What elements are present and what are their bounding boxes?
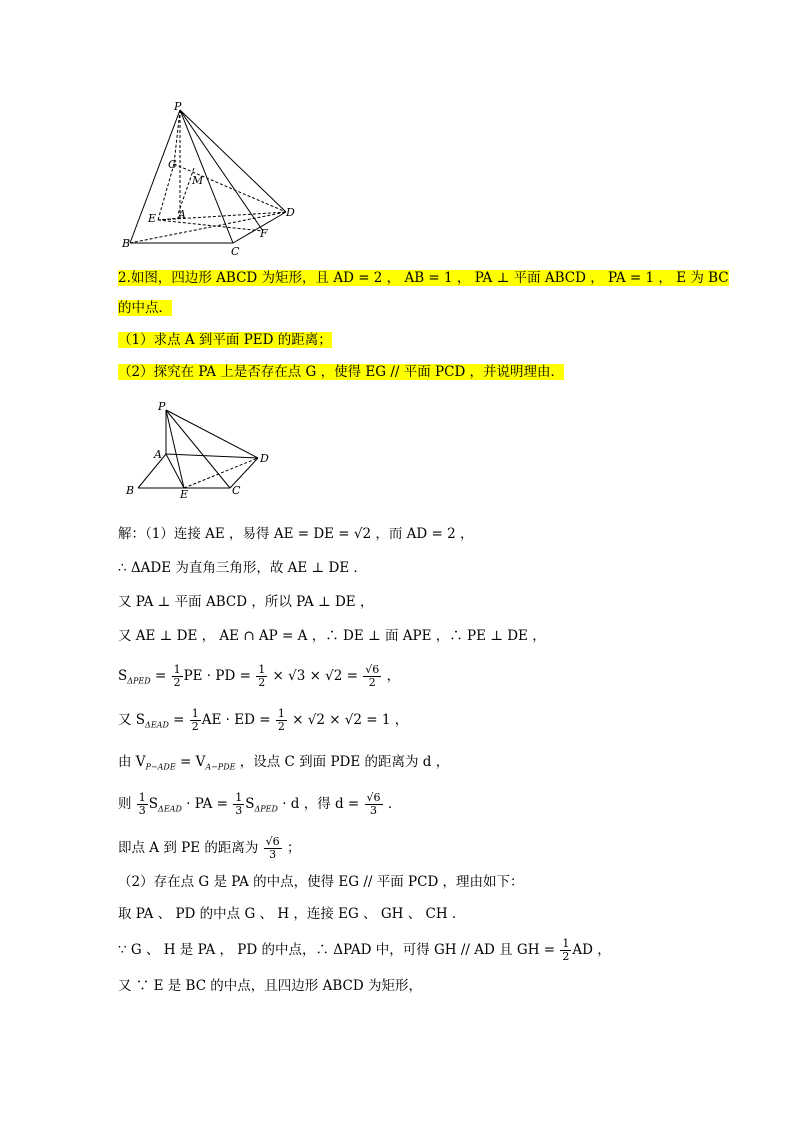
label-F: F bbox=[260, 227, 268, 240]
pyramid-figure-1 bbox=[118, 98, 308, 258]
solution-line12: ∵ G 、 H 是 PA ， PD 的中点，∴ ΔPAD 中，可得 GH // AD 且 GH = $\frac{1}{2}$ AD ， bbox=[118, 937, 611, 963]
label-M: M bbox=[192, 174, 204, 187]
label-P: P bbox=[174, 100, 182, 113]
solution-line4: 又 AE ⊥ DE ， AE ∩ AP = A ，∴ DE ⊥ 面 APE ，∴ PE ⊥ DE ， bbox=[118, 628, 546, 644]
solution-line1: 解：（1）连接 AE ，易得 AE = DE = √2 ，而 AD = 2 ， bbox=[118, 526, 474, 542]
solution-line7: 由 $V_{P-ADE} = V_{A-PDE}$ ，设点 C 到面 PDE 的距离为 d ， bbox=[118, 754, 450, 772]
solution-line11: 取 PA 、 PD 的中点 G 、 H ，连接 EG 、 GH 、 CH ． bbox=[118, 906, 466, 922]
solution-line6: 又 $S_{\Delta EAD}$ = $\frac{1}{2}$ AE · ED = $\frac{1}{2}$ × √2 × √2 = 1 ， bbox=[118, 707, 409, 733]
label-D: D bbox=[286, 206, 295, 219]
fraction-half: $\frac{1}{2}$ bbox=[191, 707, 199, 733]
label-C2: C bbox=[232, 484, 241, 497]
label-C: C bbox=[231, 245, 240, 258]
solution-line5: $S_{\Delta PED}$ = $\frac{1}{2}$ PE · PD = $\frac{1}{2}$ × √3 × √2 = $\frac{√6}{2}$ ， bbox=[118, 663, 401, 689]
fraction-half: $\frac{1}{2}$ bbox=[258, 663, 266, 689]
question-1: （1）求点 A 到平面 PED 的距离； bbox=[118, 332, 332, 348]
fraction-sqrt6-over-2: $\frac{√6}{2}$ bbox=[365, 663, 380, 689]
solution-line3: 又 PA ⊥ 平面 ABCD ，所以 PA ⊥ DE ， bbox=[118, 594, 374, 610]
fraction-third: $\frac{1}{3}$ bbox=[138, 791, 146, 817]
fraction-half: $\frac{1}{2}$ bbox=[562, 937, 570, 963]
problem-number: 2. bbox=[118, 270, 131, 286]
solution-line2: ∴ ΔADE 为直角三角形，故 AE ⊥ DE ． bbox=[118, 560, 367, 576]
label-A2: A bbox=[154, 448, 162, 461]
label-D2: D bbox=[260, 452, 269, 465]
label-A: A bbox=[178, 208, 186, 221]
pyramid-figure-2 bbox=[118, 398, 278, 502]
problem-statement-line2 bbox=[118, 298, 172, 318]
problem-stmt2: 的中点． bbox=[118, 300, 172, 316]
solution-line9: 即点 A 到 PE 的距离为 $\frac{√6}{3}$ ； bbox=[118, 835, 301, 861]
question-2: （2）探究在 PA 上是否存在点 G ，使得 EG // 平面 PCD ，并说明理由． bbox=[118, 364, 565, 380]
label-G: G bbox=[168, 158, 177, 171]
label-P2: P bbox=[158, 400, 166, 413]
problem-stmt1: 如图，四边形 ABCD 为矩形，且 AD = 2 ， AB = 1 ， PA ⊥ 平面 ABCD ， PA = 1 ， E 为 BC bbox=[130, 270, 729, 286]
problem-statement-line1 bbox=[118, 268, 729, 288]
fraction-sqrt6-over-3: $\frac{√6}{3}$ bbox=[366, 791, 381, 817]
solution-line10: （2）存在点 G 是 PA 的中点，使得 EG // 平面 PCD ，理由如下： bbox=[118, 874, 524, 890]
label-B: B bbox=[122, 237, 131, 250]
fraction-half: $\frac{1}{2}$ bbox=[277, 707, 285, 733]
solution-line8: 则 $\frac{1}{3}$ $S_{\Delta EAD}$ · PA = $\frac{1}{3}$ $S_{\Delta PED} \cdot d$ ，得 d = $\frac{√6}{3}$ ． bbox=[118, 791, 402, 817]
label-B2: B bbox=[126, 484, 135, 497]
label-E: E bbox=[148, 212, 157, 225]
fraction-third: $\frac{1}{3}$ bbox=[235, 791, 243, 817]
fraction-half: $\frac{1}{2}$ bbox=[173, 663, 181, 689]
label-E2: E bbox=[180, 488, 189, 501]
fraction-sqrt6-over-3: $\frac{√6}{3}$ bbox=[265, 835, 280, 861]
solution-line13: 又 ∵ E 是 BC 的中点，且四边形 ABCD 为矩形， bbox=[118, 978, 422, 994]
